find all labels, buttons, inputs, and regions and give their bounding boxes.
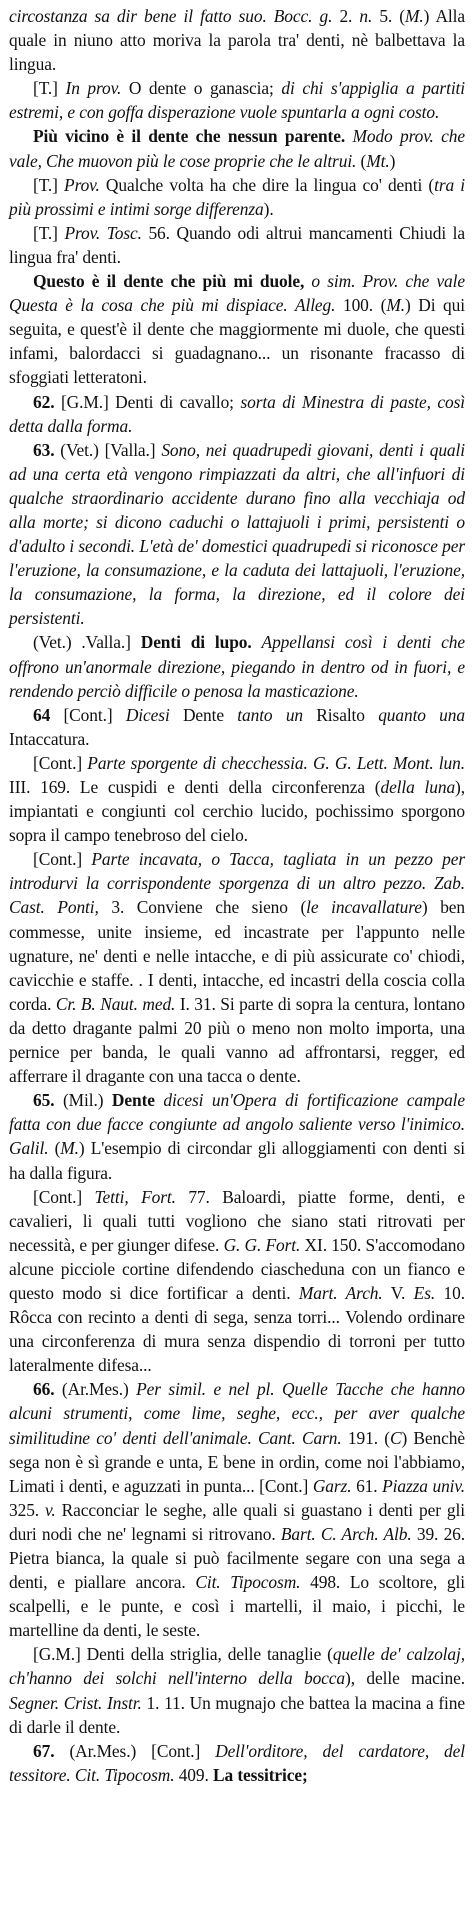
paragraph-12: [Cont.] Parte incavata, o Tacca, tagliata in un pezzo per introdurvi la corrispondente sporgenza di un altro pezzo. Zab. Cast. Ponti, 3. Conviene che sieno (le incavallature) ben commesse, unite insieme, ed incastrate per l'appunto nelle ugnature, ne' denti e nelle intacche, e di più assicurate co' chiodi, cavicchie e staffe. . I denti, intacche, ed incastri della coscia colla corda. Cr. B. Naut. med. I. 31. Si parte di sopra la centura, lontano da detto dragante palmi 20 più o meno non molto importa, una pernice per banda, le quali vanno ad affrontarsi, regger, ed afferrare il dragante con una tacca o dente. (9, 849, 466, 1087)
paragraph-6: Questo è il dente che più mi duole, o sim. Prov. che vale Questa è la cosa che più mi dispiace. Alleg. 100. (M.) Di qui seguita, e quest'è il dente che maggiormente mi duole, che questi infami, balordacci si guadagnano... un risonante fracasso di sfoggiati letteratoni. (9, 271, 466, 388)
paragraph-5: [T.] Prov. Tosc. 56. Quando odi altrui mancamenti Chiudi la lingua fra' denti. (9, 222, 465, 267)
paragraph-7: 62. [G.M.] Denti di cavallo; sorta di Minestra di paste, così detta dalla forma. (9, 391, 465, 436)
paragraph-1: circostanza sa dir bene il fatto suo. Bocc. g. 2. n. 5. (M.) Alla quale in niuno atto moriva la parola tra' denti, nè balbettava la lingua. (9, 6, 465, 75)
paragraph-11: [Cont.] Parte sporgente di checchessia. G. G. Lett. Mont. lun. III. 169. Le cuspidi e denti della circonferenza (della luna), impiantati e congiunti col cerchio lucido, pochissimo sporgono sopra il campo tenebroso del cielo. (9, 752, 465, 846)
paragraph-9: (Vet.) .Valla.] Denti di lupo. Appellansi così i denti che offrono un'anormale direzione, piegando in dentro od in fuori, e rendendo perciò difficile o penosa la masticazione. (9, 632, 465, 701)
paragraph-15: 66. (Ar.Mes.) Per simil. e nel pl. Quelle Tacche che hanno alcuni strumenti, come lime, seghe, ecc., per aver qualche similitudine co' denti dell'animale. Cant. Carn. 191. (C) Benchè sega non è sì grande e unta, E bene in ordin, come noi l'abbiamo, Limati i denti, e aguzzati in punta... [Cont.] Garz. 61. Piazza univ. 325. v. Racconciar le seghe, alle quali si guastano i denti per gli duri nodi che ne' legnami si ritrovano. Bart. C. Arch. Alb. 39. 26. Pietra bianca, la quale si può facilmente segare con una sega a denti, e piallare ancora. Cit. Tipocosm. 498. Lo scoltore, gli scalpelli, e le punte, e così i martelli, il maio, i picchi, le martelline da denti, le seste. (9, 1379, 466, 1641)
paragraph-17: 67. (Ar.Mes.) [Cont.] Dell'orditore, del cardatore, del tessitore. Cit. Tipocosm. 409. La tessitrice; (9, 1740, 465, 1785)
paragraph-16: [G.M.] Denti della striglia, delle tanaglie (quelle de' calzolaj, ch'hanno dei solchi nell'interno della bocca), delle macine. Segner. Crist. Instr. 1. 11. Un mugnajo che battea la macina a fine di darle il dente. (9, 1644, 465, 1737)
paragraph-14: [Cont.] Tetti, Fort. 77. Baloardi, piatte forme, denti, e cavalieri, li quali tutti vogliono che siano stati ritrovati per necessità, e per giunger difese. G. G. Fort. XI. 150. S'accomodano alcune picciole cortine difendendo ciascheduna con un fianco e questo modo si dice fortificar a denti. Mart. Arch. V. Es. 10. Rôcca con recinto a denti di sega, senza torri... Volendo ordinare una circonferenza di mura senza dispendio di torroni per tutto lateralmente difesa... (9, 1186, 465, 1376)
paragraph-8: 63. (Vet.) [Valla.] Sono, nei quadrupedi giovani, denti i quali ad una certa età vengono rimpiazzati da altri, che all'infuori di qualche straordinario accidente durano fino alla vecchiaja od alla morte; si dicono caduchi o lattajuoli i primi, persistenti o d'adulto i secondi. L'età de' domestici quadrupedi si riconosce per l'eruzione, la consumazione, e la caduta dei lattajuoli, l'eruzione, la consumazione, la forma, la direzione, ed il colore dei persistenti. (9, 439, 465, 629)
paragraph-2: [T.] In prov. O dente o ganascia; di chi s'appiglia a partiti estremi, e con goffa disperazione vuole spuntarla a ogni costo. (9, 78, 466, 123)
paragraph-4: [T.] Prov. Qualche volta ha che dire la lingua co' denti (tra i più prossimi e intimi sorge differenza). (9, 174, 466, 219)
paragraph-13: 65. (Mil.) Dente dicesi un'Opera di fortificazione campale fatta con due facce congiunte ad angolo saliente verso l'inimico. Galil. (M.) L'esempio di circondar gli alloggiamenti con denti si ha dalla figura. (9, 1090, 466, 1183)
paragraph-3: Più vicino è il dente che nessun parente. Modo prov. che vale, Che muovon più le cose proprie che le altrui. (Mt.) (9, 126, 465, 171)
paragraph-10: 64 [Cont.] Dicesi Dente tanto un Risalto quanto una Intaccatura. (9, 704, 465, 749)
